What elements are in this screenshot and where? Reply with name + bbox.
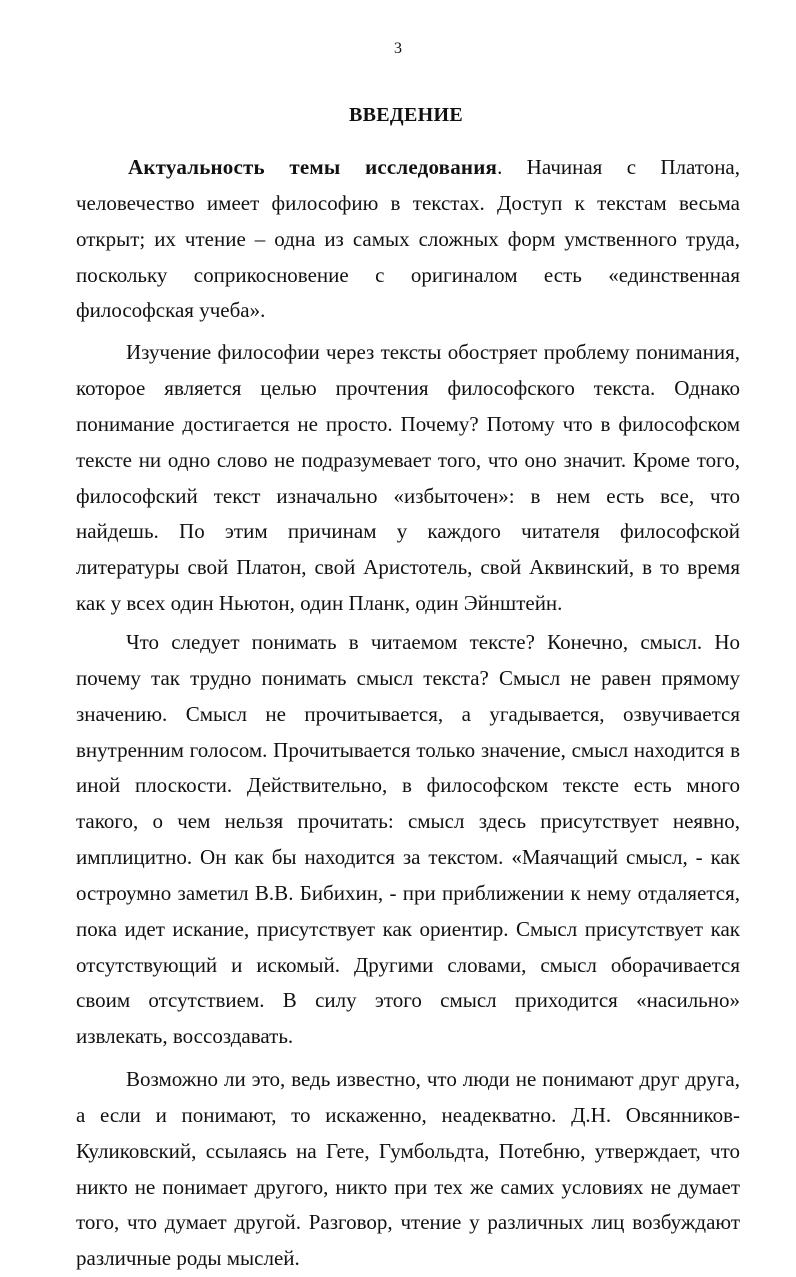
paragraph-lead: Актуальность темы исследования: [128, 155, 498, 179]
page-number: 3: [394, 40, 402, 57]
paragraph-4: Возможно ли это, ведь известно, что люди не понимают друг друга, а если и понимают, то искаженно, неадекватно. Д.Н. Овсянников-Куликовский, ссылаясь на Гете, Гумбольдта, Потебню, утверждает, что никто не понимает другого, никто при тех же самих условиях не думает того, что думает другой. Разговор, чтение у различных лиц возбуждают различные роды мыслей.: [76, 1067, 740, 1271]
paragraph-1: [76, 150, 740, 329]
paragraph-text: . Начиная с Платона, человечество имеет философию в текстах. Доступ к текстам весьма открыт; их чтение – одна из самых сложных форм умственного труда, поскольку соприкосновение с оригиналом есть «единственная философская учеба».: [76, 155, 740, 323]
section-heading: ВВЕДЕНИЕ: [349, 104, 463, 126]
paragraph-2: Изучение философии через тексты обостряет проблему понимания, которое является целью прочтения философского текста. Однако понимание достигается не просто. Почему? Потому что в философском тексте ни одно слово не подразумевает того, что оно значит. Кроме того, философский текст изначально «избыточен»: в нем есть все, что найдешь. По этим причинам у каждого читателя философской литературы свой Платон, свой Аристотель, свой Аквинский, в то время как у всех один Ньютон, один Планк, один Эйнштейн.: [76, 340, 740, 616]
paragraph-3: Что следует понимать в читаемом тексте? Конечно, смысл. Но почему так трудно понимать смысл текста? Смысл не равен прямому значению. Смысл не прочитывается, а угадывается, озвучивается внутренним голосом. Прочитывается только значение, смысл находится в иной плоскости. Действительно, в философском тексте есть много такого, о чем нельзя прочитать: смысл здесь присутствует неявно, имплицитно. Он как бы находится за текстом. «Маячащий смысл, - как остроумно заметил В.В. Бибихин, - при приближении к нему отдаляется, пока идет искание, присутствует как ориентир. Смысл присутствует как отсутствующий и искомый. Другими словами, смысл оборачивается своим отсутствием. В силу этого смысл приходится «насильно» извлекать, воссоздавать.: [76, 629, 740, 1049]
body-text: [76, 150, 740, 1277]
